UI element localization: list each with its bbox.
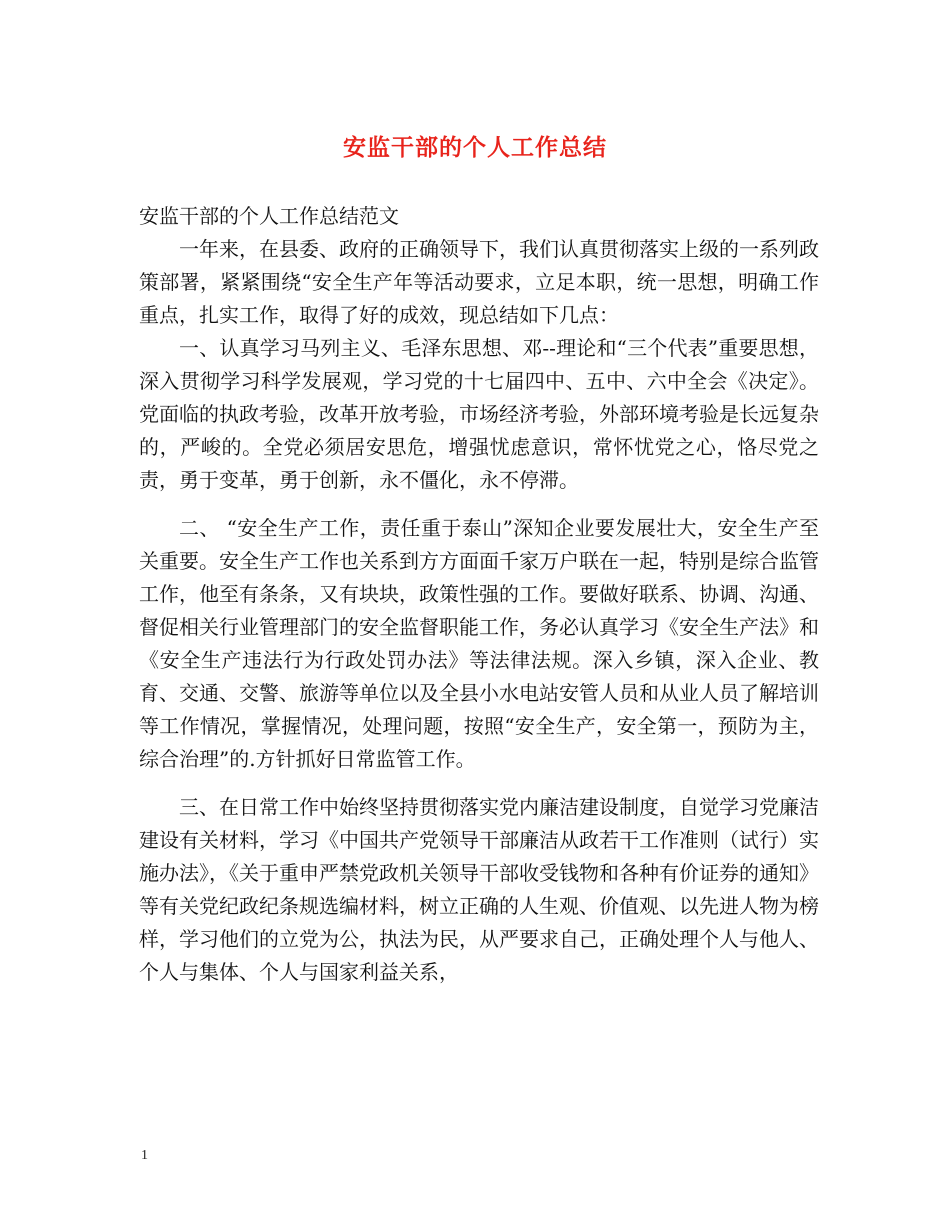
page-number: 1: [141, 1148, 148, 1163]
document-body: [139, 200, 819, 989]
paragraph-section-3: 三、在日常工作中始终坚持贯彻落实党内廉洁建设制度，自觉学习党廉洁建设有关材料，学习《中国共产党领导干部廉洁从政若干工作准则（试行）实施办法》，《关于重申严禁党政机关领导干部收受钱物和各种有价证券的通知》等有关党纪政纪条规选编材料，树立正确的人生观、价值观、以先进人物为榜样，学习他们的立党为公，执法为民，从严要求自己，正确处理个人与他人、个人与集体、个人与国家利益关系，: [139, 795, 819, 984]
document-title: 安监干部的个人工作总结: [343, 135, 607, 161]
paragraph-section-1: 一、认真学习马列主义、毛泽东思想、邓--理论和“三个代表”重要思想，深入贯彻学习科学发展观，学习党的十七届四中、五中、六中全会《决定》。党面临的执政考验，改革开放考验，市场经济考验，外部环境考验是长远复杂的，严峻的。全党必须居安思危，增强忧虑意识，常怀忧党之心，恪尽党之责，勇于变革，勇于创新，永不僵化，永不停滞。: [139, 336, 819, 492]
paragraph-intro: 一年来，在县委、政府的正确领导下，我们认真贯彻落实上级的一系列政策部署，紧紧围绕“安全生产年等活动要求，立足本职，统一思想，明确工作重点，扎实工作，取得了好的成效，现总结如下几点：: [139, 237, 819, 327]
document-subtitle: 安监干部的个人工作总结范文: [139, 204, 399, 228]
paragraph-section-2: 二、 “安全生产工作，责任重于泰山”深知企业要发展壮大，安全生产至关重要。安全生产工作也关系到方方面面千家万户联在一起，特别是综合监管工作，他至有条条，又有块块，政策性强的工作。要做好联系、协调、沟通、督促相关行业管理部门的安全监督职能工作，务必认真学习《安全生产法》和《安全生产违法行为行政处罚办法》等法律法规。深入乡镇，深入企业、教育、交通、交警、旅游等单位以及全县小水电站安管人员和从业人员了解培训等工作情况，掌握情况，处理问题，按照“安全生产，安全第一，预防为主，综合治理”的.方针抓好日常监管工作。: [139, 516, 819, 771]
